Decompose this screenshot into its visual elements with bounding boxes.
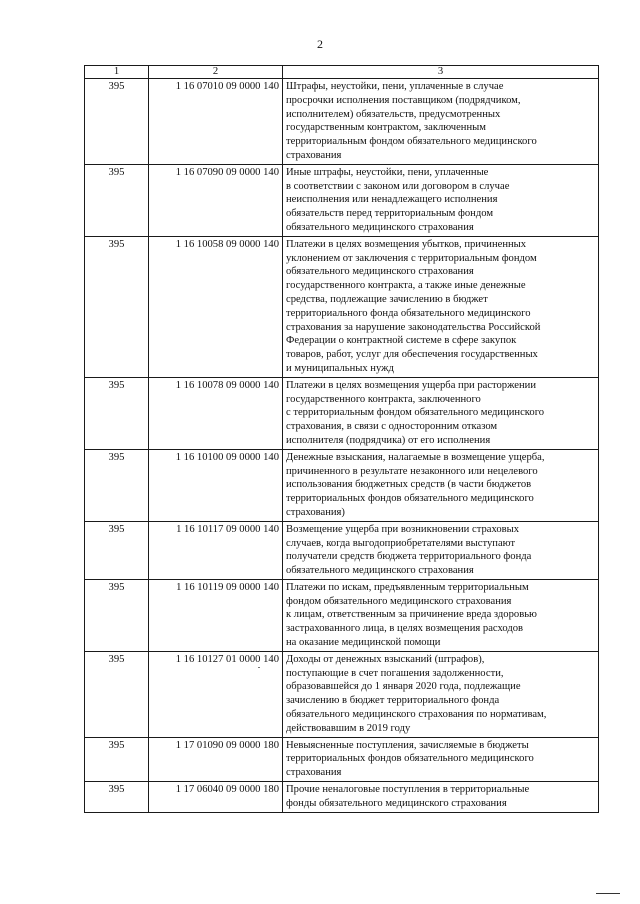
revenue-name-line: и муниципальных нужд — [286, 362, 394, 374]
revenue-name-line: страхования — [286, 767, 342, 779]
table-row — [85, 164, 599, 236]
revenue-name-cell — [283, 164, 599, 236]
table-row — [85, 579, 599, 651]
table-row — [85, 79, 599, 165]
revenue-name-line: фондом обязательного медицинского страхования — [286, 595, 512, 607]
revenue-name-line: Доходы от денежных взысканий (штрафов), — [286, 653, 485, 665]
revenue-name-line: к лицам, ответственным за причинение вреда здоровью — [286, 609, 537, 621]
revenue-name-line: Прочие неналоговые поступления в территориальные — [286, 784, 530, 796]
revenue-name-line: страхования) — [286, 506, 345, 518]
revenue-name-line: случаев, когда выгодоприобретателями выступают — [286, 537, 516, 549]
admin-code-cell: 395 — [85, 521, 149, 579]
table-row — [85, 782, 599, 813]
revenue-name-line: территориального фонда обязательного медицинского — [286, 307, 531, 319]
revenue-name-line: Невыясненные поступления, зачисляемые в бюджеты — [286, 739, 529, 751]
revenue-name-cell — [283, 377, 599, 449]
admin-code-cell: 395 — [85, 449, 149, 521]
admin-code-cell: 395 — [85, 236, 149, 377]
revenue-name-line: территориальным фондом обязательного медицинского — [286, 136, 537, 148]
revenue-name-line: исполнителем) обязательств, предусмотренных — [286, 108, 501, 120]
admin-code-cell: 395 — [85, 782, 149, 813]
revenue-code-cell: 1 16 07010 09 0000 140 — [149, 79, 283, 165]
footer-mark — [596, 893, 620, 894]
revenue-name-line: обязательного медицинского страхования — [286, 266, 474, 278]
revenue-code-cell: 1 16 10117 09 0000 140 — [149, 521, 283, 579]
revenue-name-line: получатели средств бюджета территориального фонда — [286, 551, 532, 563]
revenue-name-line: на оказание медицинской помощи — [286, 637, 441, 649]
admin-code-cell: 395 — [85, 737, 149, 781]
revenue-code-cell: 1 17 01090 09 0000 180 — [149, 737, 283, 781]
table-row — [85, 449, 599, 521]
revenue-name-line: действовавшим в 2019 году — [286, 722, 411, 734]
revenue-name-line: фонды обязательного медицинского страхования — [286, 797, 507, 809]
revenue-name-line: использования бюджетных средств (в части бюджетов — [286, 479, 532, 491]
revenue-name-line: уклонением от заключения с территориальным фондом — [286, 252, 537, 264]
revenue-name-line: образовавшейся до 1 января 2020 года, подлежащие — [286, 681, 521, 693]
revenue-name-line: средства, подлежащие зачислению в бюджет — [286, 293, 488, 305]
revenue-name-line: Платежи в целях возмещения ущерба при расторжении — [286, 379, 536, 391]
revenue-name-cell — [283, 79, 599, 165]
revenue-name-line: Платежи в целях возмещения убытков, причиненных — [286, 238, 527, 250]
revenue-name-line: страхования — [286, 149, 342, 161]
table-row — [85, 377, 599, 449]
revenue-code-cell: 1 16 10127 01 0000 140 — [149, 651, 283, 737]
header-column-2: 2 — [149, 66, 283, 79]
revenue-code-cell: 1 16 10078 09 0000 140 — [149, 377, 283, 449]
revenue-name-line: государственного контракта, заключенного — [286, 393, 481, 405]
revenue-name-line: обязательств перед территориальным фондом — [286, 208, 494, 220]
revenue-name-line: с территориальным фондом обязательного медицинского — [286, 407, 545, 419]
revenue-name-line: в соответствии с законом или договором в случае — [286, 180, 510, 192]
revenue-code-cell: 1 16 10100 09 0000 140 — [149, 449, 283, 521]
table-row — [85, 651, 599, 737]
revenue-code-cell: 1 16 10058 09 0000 140 — [149, 236, 283, 377]
revenue-name-line: Штрафы, неустойки, пени, уплаченные в случае — [286, 81, 504, 92]
revenue-name-cell — [283, 449, 599, 521]
revenue-name-cell — [283, 651, 599, 737]
revenue-name-line: обязательного медицинского страхования — [286, 565, 474, 577]
revenue-name-line: государственного контракта, а также иные денежные — [286, 280, 526, 292]
revenue-name-cell — [283, 782, 599, 813]
admin-code-cell: 395 — [85, 79, 149, 165]
header-row — [85, 66, 599, 79]
admin-code-cell: 395 — [85, 579, 149, 651]
table-row — [85, 737, 599, 781]
revenue-name-cell — [283, 521, 599, 579]
revenue-name-line: обязательного медицинского страхования — [286, 221, 474, 233]
page-number: 2 — [317, 37, 323, 51]
table-body — [85, 79, 599, 813]
revenue-name-line: страхования за нарушение законодательства Российской — [286, 321, 541, 333]
table-row — [85, 521, 599, 579]
revenue-name-line: Платежи по искам, предъявленным территориальным — [286, 581, 529, 593]
revenue-name-line: просрочки исполнения поставщиком (подрядчиком, — [286, 94, 521, 106]
revenue-name-cell — [283, 737, 599, 781]
revenue-code-cell: 1 16 07090 09 0000 140 — [149, 164, 283, 236]
revenue-code-cell: 1 16 10119 09 0000 140 — [149, 579, 283, 651]
header-column-3: 3 — [283, 66, 599, 79]
revenue-name-line: зачислению в бюджет территориального фонда — [286, 695, 500, 707]
revenue-codes-table — [84, 65, 599, 813]
revenue-name-line: обязательного медицинского страхования по нормативам, — [286, 709, 547, 721]
admin-code-cell: 395 — [85, 651, 149, 737]
table-header — [85, 66, 599, 79]
revenue-name-cell — [283, 579, 599, 651]
revenue-name-line: причиненного в результате незаконного или нецелевого — [286, 465, 538, 477]
revenue-name-line: Возмещение ущерба при возникновении страховых — [286, 523, 520, 535]
scan-speck — [258, 667, 260, 668]
table-row — [85, 236, 599, 377]
admin-code-cell: 395 — [85, 377, 149, 449]
revenue-name-line: страхования, в связи с односторонним отказом — [286, 421, 498, 433]
revenue-name-cell — [283, 236, 599, 377]
admin-code-cell: 395 — [85, 164, 149, 236]
revenue-name-line: поступающие в счет погашения задолженности, — [286, 667, 504, 679]
revenue-name-line: Денежные взыскания, налагаемые в возмещение ущерба, — [286, 451, 545, 463]
revenue-name-line: неисполнения или ненадлежащего исполнения — [286, 194, 498, 206]
revenue-code-cell: 1 17 06040 09 0000 180 — [149, 782, 283, 813]
revenue-name-line: товаров, работ, услуг для обеспечения государственных — [286, 349, 538, 361]
revenue-name-line: Иные штрафы, неустойки, пени, уплаченные — [286, 166, 489, 178]
revenue-name-line: территориальных фондов обязательного медицинского — [286, 493, 534, 505]
revenue-name-line: застрахованного лица, в целях возмещения расходов — [286, 623, 524, 635]
revenue-name-line: государственным контрактом, заключенным — [286, 122, 486, 134]
header-column-1: 1 — [85, 66, 149, 79]
revenue-name-line: исполнителя (подрядчика) от его исполнения — [286, 434, 491, 446]
revenue-name-line: Федерации о контрактной системе в сфере закупок — [286, 335, 517, 347]
revenue-name-line: территориальных фондов обязательного медицинского — [286, 753, 534, 765]
